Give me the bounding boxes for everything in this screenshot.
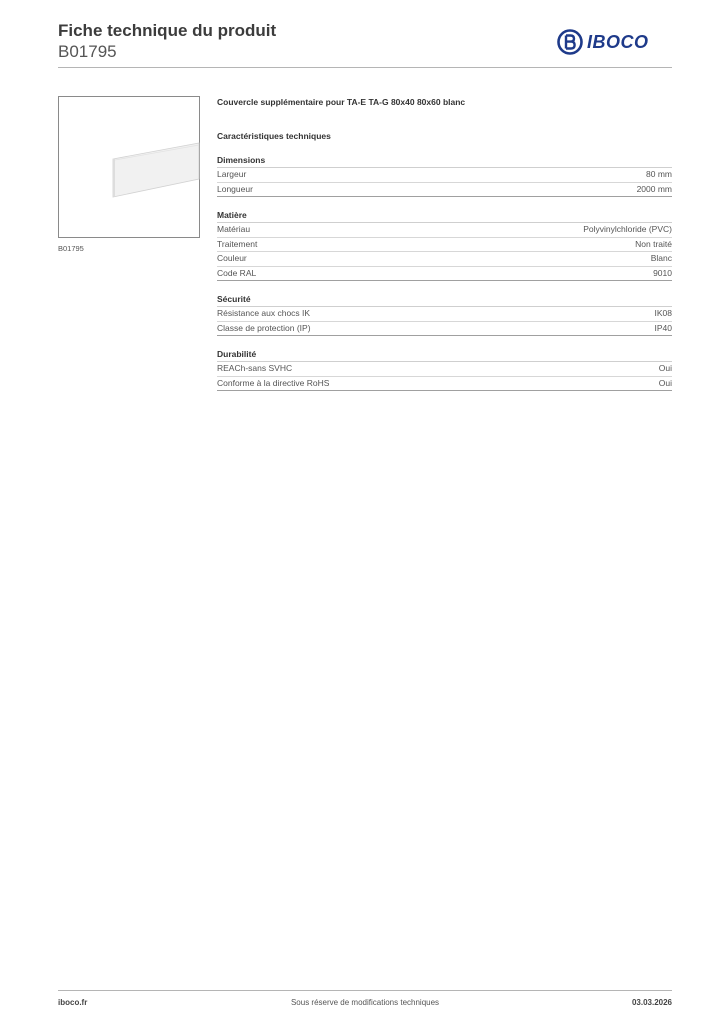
spec-row — [217, 322, 672, 337]
spec-label: Matériau — [217, 224, 251, 234]
spec-value: Oui — [658, 363, 672, 373]
spec-value: 9010 — [653, 267, 672, 278]
spec-label: Couleur — [217, 253, 247, 263]
spec-row — [217, 238, 672, 253]
spec-row — [217, 168, 672, 183]
spec-value: Oui — [658, 377, 672, 388]
product-name: Couvercle supplémentaire pour TA-E TA-G 80x40 80x60 blanc — [217, 97, 466, 107]
spec-value: Blanc — [650, 253, 672, 263]
header-divider — [58, 67, 672, 68]
footer-notice: Sous réserve de modifications techniques — [290, 998, 440, 1007]
spec-label: Longueur — [217, 183, 253, 194]
footer-date: 03.03.2026 — [631, 998, 672, 1007]
spec-label: Résistance aux chocs IK — [217, 308, 311, 318]
section-title: Durabilité — [217, 348, 672, 362]
spec-row — [217, 307, 672, 322]
product-image — [58, 96, 200, 238]
spec-row — [217, 267, 672, 282]
image-caption: B01795 — [58, 244, 84, 253]
spec-value: Non traité — [635, 238, 672, 249]
spec-row — [217, 223, 672, 238]
specifications-heading: Caractéristiques techniques — [217, 131, 331, 141]
spec-value: 2000 mm — [636, 183, 672, 194]
document-title: Fiche technique du produit — [58, 21, 277, 40]
spec-label: Conforme à la directive RoHS — [217, 377, 330, 388]
cover-profile-illustration — [59, 97, 201, 239]
product-details — [217, 96, 672, 391]
logo-wordmark: IBOCO — [587, 32, 649, 52]
spec-value: Polyvinylchloride (PVC) — [583, 224, 672, 234]
section-title: Matière — [217, 209, 672, 223]
spec-value: 80 mm — [646, 169, 672, 179]
spec-row — [217, 377, 672, 392]
spec-label: REACh-sans SVHC — [217, 363, 293, 373]
spec-label: Code RAL — [217, 267, 257, 278]
footer-website-link[interactable]: iboco.fr — [58, 998, 88, 1007]
iboco-logo-icon — [557, 29, 583, 55]
document-header — [58, 20, 276, 62]
spec-section-dimensions — [217, 154, 672, 197]
spec-row — [217, 362, 672, 377]
product-code: B01795 — [58, 42, 117, 61]
spec-label: Largeur — [217, 169, 247, 179]
section-title: Dimensions — [217, 154, 672, 168]
spec-label: Classe de protection (IP) — [217, 322, 311, 333]
spec-value: IK08 — [654, 308, 672, 318]
spec-value: IP40 — [654, 322, 672, 333]
spec-section-safety — [217, 293, 672, 336]
spec-row — [217, 183, 672, 198]
footer-divider — [58, 990, 672, 991]
brand-logo — [557, 29, 649, 55]
spec-label: Traitement — [217, 238, 258, 249]
spec-section-sustainability — [217, 348, 672, 391]
spec-row — [217, 252, 672, 267]
section-title: Sécurité — [217, 293, 672, 307]
spec-section-material — [217, 209, 672, 281]
